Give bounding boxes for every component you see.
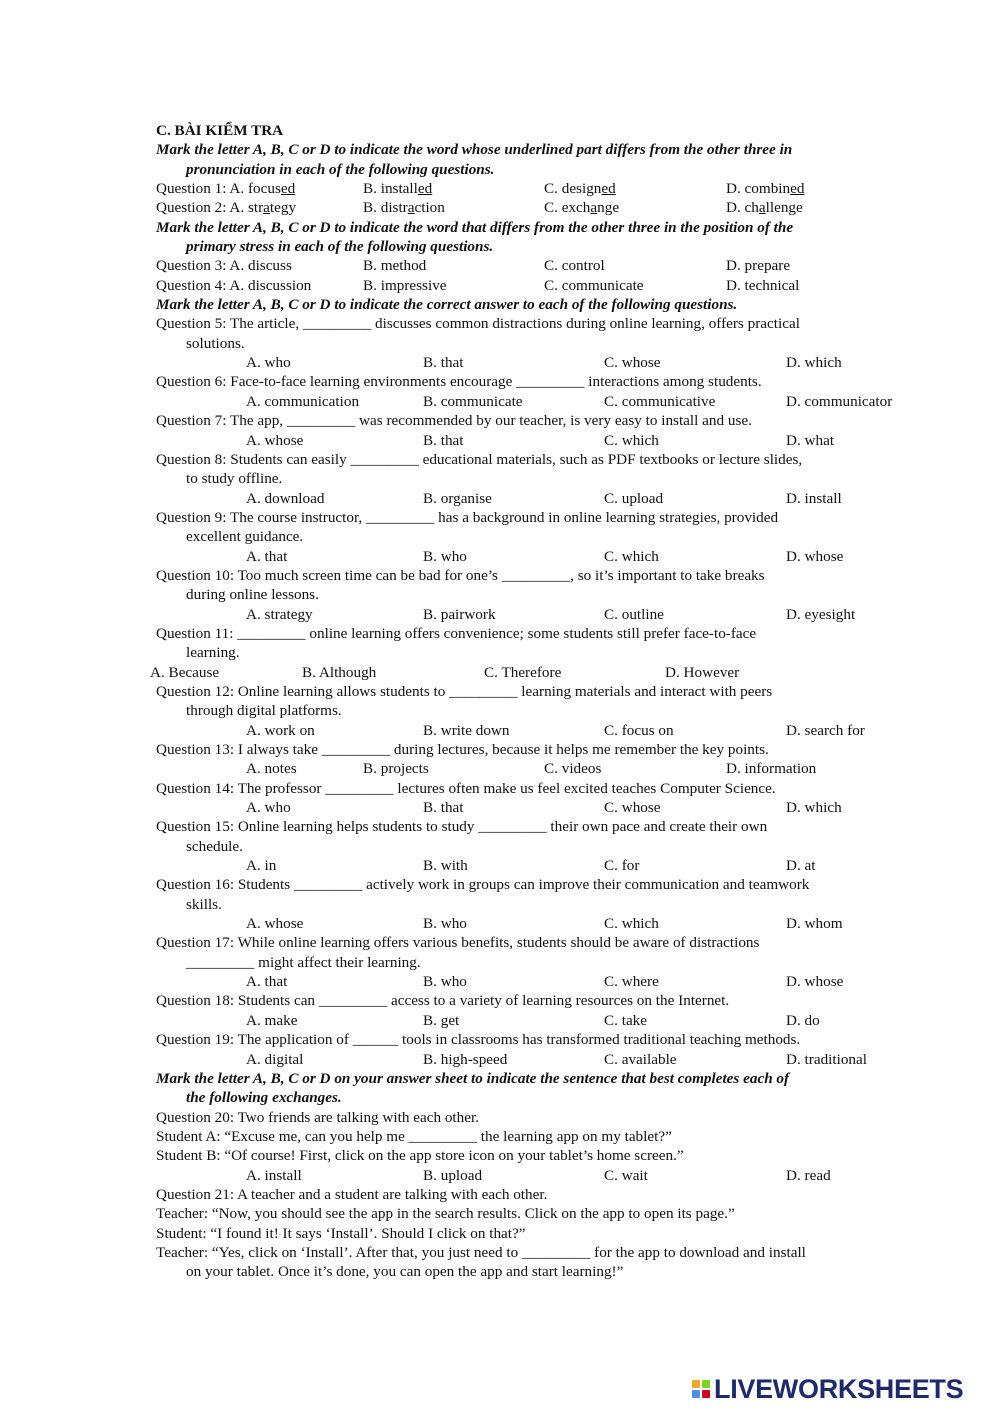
option-text: D. ch — [726, 199, 759, 217]
option-row — [156, 198, 886, 217]
answer-options — [156, 489, 886, 508]
option: C. control — [544, 257, 605, 275]
underlined-part: a — [590, 199, 598, 217]
instruction: the following exchanges. — [186, 1089, 342, 1107]
question-line: during online lessons. — [186, 586, 319, 604]
option: D. at — [786, 857, 816, 875]
option-text: nge — [597, 199, 620, 217]
option — [156, 198, 296, 217]
question-stem: Question 10: Too much screen time can be bad for one’s _________, so it’s important to take breaks — [156, 566, 765, 584]
underlined-part: a — [263, 199, 270, 217]
option: B. Although — [302, 663, 377, 681]
option: D. However — [665, 663, 740, 681]
option — [363, 179, 432, 198]
option: B. write down — [423, 721, 510, 739]
option: C. focus on — [604, 721, 674, 739]
logo-text: LIVEWORKSHEETS — [714, 1373, 964, 1404]
option-text: C. exch — [544, 199, 591, 217]
option: C. communicative — [604, 392, 716, 410]
question-stem: Question 9: The course instructor, _________ has a background in online learning strategies, provided — [156, 508, 779, 526]
option: B. communicate — [423, 392, 523, 410]
option: A. Because — [150, 663, 220, 681]
option: C. whose — [604, 799, 661, 817]
option: C. communicate — [544, 276, 644, 294]
option: B. method — [363, 257, 427, 275]
question-line: excellent guidance. — [186, 528, 304, 546]
answer-options — [156, 1050, 886, 1069]
option: A. whose — [246, 431, 304, 449]
question-line: solutions. — [186, 334, 245, 352]
answer-options — [156, 972, 886, 991]
option-text: tegy — [269, 199, 297, 217]
option-text: Question 2: A. str — [156, 199, 264, 217]
logo-square — [702, 1380, 710, 1388]
question-stem: Question 15: Online learning helps students to study _________ their own pace and create their own — [156, 818, 768, 836]
option: C. for — [604, 857, 640, 875]
option: D. install — [786, 489, 842, 507]
underlined-part: ed — [790, 180, 805, 198]
option: A. communication — [246, 392, 360, 410]
option — [544, 179, 616, 198]
option-text: ction — [414, 199, 445, 217]
option: D. communicator — [786, 392, 893, 410]
question-stem: Question 18: Students can _________ access to a variety of learning resources on the Internet. — [156, 992, 730, 1010]
option: B. who — [423, 547, 467, 565]
question-line: learning. — [186, 644, 240, 662]
option: A. digital — [246, 1050, 304, 1068]
question-line: Student A: “Excuse me, can you help me _________ the learning app on my tablet?” — [156, 1127, 672, 1145]
option: D. read — [786, 1166, 831, 1184]
option: A. who — [246, 354, 291, 372]
question-stem: Question 19: The application of ______ tools in classrooms has transformed traditional teaching methods. — [156, 1031, 801, 1049]
answer-options — [156, 1011, 886, 1030]
option-row — [156, 179, 886, 198]
option-text: C. design — [544, 180, 602, 198]
option: D. prepare — [726, 257, 791, 275]
option: B. that — [423, 799, 464, 817]
answer-options — [150, 663, 886, 682]
question-line: through digital platforms. — [186, 702, 342, 720]
option: C. which — [604, 915, 659, 933]
option: C. wait — [604, 1166, 648, 1184]
question-line: Student B: “Of course! First, click on the app store icon on your tablet’s home screen.” — [156, 1147, 684, 1165]
option: C. which — [604, 547, 659, 565]
question-4 — [156, 276, 886, 295]
option-text: B. distr — [363, 199, 408, 217]
question-stem: Question 7: The app, _________ was recommended by our teacher, is very easy to install and use. — [156, 412, 752, 430]
option: D. whose — [786, 973, 844, 991]
option: C. videos — [544, 760, 602, 778]
option: C. whose — [604, 354, 661, 372]
option: A. that — [246, 547, 288, 565]
option: B. that — [423, 354, 464, 372]
instruction: Mark the letter A, B, C or D to indicate the correct answer to each of the following questions. — [156, 296, 738, 314]
option: B. organise — [423, 489, 492, 507]
logo-square — [692, 1380, 700, 1388]
option: A. who — [246, 799, 291, 817]
option: B. with — [423, 857, 468, 875]
option: D. whose — [786, 547, 844, 565]
option: A. download — [246, 489, 325, 507]
option: B. projects — [363, 760, 429, 778]
instruction: Mark the letter A, B, C or D on your answer sheet to indicate the sentence that best completes each of — [156, 1069, 790, 1087]
question-line: _________ might affect their learning. — [186, 953, 421, 971]
option: A. install — [246, 1166, 302, 1184]
answer-options — [156, 431, 886, 450]
option: D. technical — [726, 276, 800, 294]
option-text: Question 1: A. focus — [156, 180, 281, 198]
question-stem: Question 11: _________ online learning offers convenience; some students still prefer face-to-face — [156, 624, 757, 642]
option: D. which — [786, 354, 842, 372]
option: B. high-speed — [423, 1050, 508, 1068]
answer-options — [156, 547, 886, 566]
instruction: Mark the letter A, B, C or D to indicate the word whose underlined part differs from the other three in — [156, 141, 793, 159]
question-stem: Question 21: A teacher and a student are talking with each other. — [156, 1185, 548, 1203]
option: C. outline — [604, 605, 664, 623]
option: B. upload — [423, 1166, 483, 1184]
option-text: B. install — [363, 180, 418, 198]
option: C. available — [604, 1050, 677, 1068]
option-text: llenge — [765, 199, 803, 217]
option: B. that — [423, 431, 464, 449]
option: D. what — [786, 431, 835, 449]
question-line: Teacher: “Now, you should see the app in the search results. Click on the app to open its page.” — [156, 1205, 735, 1223]
worksheet — [150, 121, 893, 1282]
instruction: primary stress in each of the following questions. — [186, 238, 494, 256]
option: D. which — [786, 799, 842, 817]
question-line: schedule. — [186, 837, 243, 855]
option: Question 4: A. discussion — [156, 276, 312, 294]
question-stem: Question 12: Online learning allows students to _________ learning materials and interact with peers — [156, 682, 773, 700]
option: D. eyesight — [786, 605, 856, 623]
option: C. Therefore — [484, 663, 562, 681]
question-stem: Question 20: Two friends are talking with each other. — [156, 1108, 479, 1126]
logo-mark-icon — [692, 1380, 710, 1398]
option — [726, 198, 803, 217]
option: A. strategy — [246, 605, 313, 623]
question-line: Student: “I found it! It says ‘Install’. Should I click on that?” — [156, 1224, 526, 1242]
option: B. impressive — [363, 276, 447, 294]
question-line: on your tablet. Once it’s done, you can open the app and start learning!” — [186, 1263, 624, 1281]
question-stem: Question 6: Face-to-face learning environments encourage _________ interactions among students. — [156, 373, 762, 391]
option: Question 3: A. discuss — [156, 257, 292, 275]
option: D. whom — [786, 915, 843, 933]
answer-options — [156, 759, 886, 778]
question-stem: Question 13: I always take _________ during lectures, because it helps me remember the key points. — [156, 741, 769, 758]
question-stem: Question 17: While online learning offers various benefits, students should be aware of distractions — [156, 934, 760, 952]
question-line: to study offline. — [186, 470, 283, 488]
liveworksheets-logo — [692, 1373, 963, 1405]
option — [363, 198, 445, 217]
answer-options — [156, 353, 886, 372]
option: B. who — [423, 915, 467, 933]
question-stem: Question 5: The article, _________ discusses common distractions during online learning, offers practical — [156, 315, 800, 333]
logo-square — [702, 1390, 710, 1398]
option-text: D. combin — [726, 180, 791, 198]
answer-options — [156, 721, 886, 740]
option: B. get — [423, 1011, 460, 1029]
answer-options — [156, 392, 893, 411]
question-line: skills. — [186, 895, 222, 913]
question-line: Teacher: “Yes, click on ‘Install’. After that, you just need to _________ for the app to download and install — [156, 1243, 806, 1261]
instruction: pronunciation in each of the following questions. — [186, 160, 495, 178]
question-stem: Question 8: Students can easily _________ educational materials, such as PDF textbooks or lecture slides, — [156, 450, 803, 468]
option: C. where — [604, 973, 659, 991]
option: D. traditional — [786, 1050, 867, 1068]
underlined-part: ed — [280, 180, 296, 198]
underlined-part: a — [758, 199, 766, 217]
option: A. whose — [246, 915, 304, 933]
answer-options — [156, 914, 886, 933]
option: D. information — [726, 760, 817, 778]
option: B. who — [423, 973, 467, 991]
option — [156, 179, 295, 198]
underlined-part: ed — [601, 180, 616, 198]
answer-options — [156, 1166, 886, 1185]
question-3 — [156, 256, 886, 275]
option: A. that — [246, 973, 288, 991]
underlined-part: ed — [417, 180, 433, 198]
option: D. search for — [786, 721, 865, 739]
instruction: Mark the letter A, B, C or D to indicate the word that differs from the other three in the position of the — [156, 218, 794, 236]
option: B. pairwork — [423, 605, 496, 623]
question-stem: Question 14: The professor _________ lectures often make us feel excited teaches Computer Science. — [156, 779, 776, 797]
option: A. make — [246, 1011, 298, 1029]
option — [726, 179, 804, 198]
option: C. upload — [604, 489, 664, 507]
underlined-part: a — [407, 199, 415, 217]
option: C. take — [604, 1011, 648, 1029]
answer-options — [156, 605, 886, 624]
section-title: C. BÀI KIỂM TRA — [156, 122, 284, 139]
option: A. notes — [246, 760, 297, 778]
option — [544, 198, 619, 217]
option: D. do — [786, 1011, 820, 1029]
answer-options — [156, 856, 886, 875]
option: C. which — [604, 431, 659, 449]
option: A. work on — [246, 721, 315, 739]
logo-square — [692, 1390, 700, 1398]
option: A. in — [246, 857, 277, 875]
question-stem: Question 16: Students _________ actively work in groups can improve their communication and teamwork — [156, 876, 810, 894]
answer-options — [156, 798, 886, 817]
